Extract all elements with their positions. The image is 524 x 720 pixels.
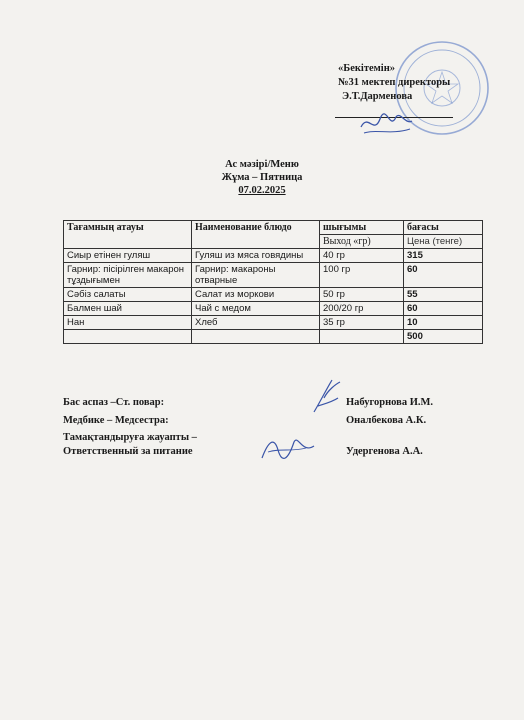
menu-date: 07.02.2025 [238,185,286,196]
header-name-kz: Тағамның атауы [64,221,192,249]
approval-block [338,62,450,104]
cell-price: 10 [404,316,483,330]
cell-name-ru: Хлеб [192,316,320,330]
total-empty-2 [192,330,320,344]
cook-name: Набугорнова И.М. [346,397,434,408]
cook-label: Бас аспаз –Ст. повар: [63,397,165,408]
approval-position: №31 мектеп директоры [338,77,451,88]
cell-price: 60 [404,263,483,288]
cell-price: 55 [404,288,483,302]
menu-title: Ас мәзірі/Меню [225,159,299,170]
menu-day: Жұма – Пятница [221,172,303,183]
cell-name-ru: Чай с медом [192,302,320,316]
table-row [64,249,483,263]
header-name-ru: Наименование блюдо [192,221,320,249]
nurse-label: Медбике – Медсестра: [63,415,169,426]
food-responsible-label-ru: Ответственный за питание [63,446,193,457]
header-price-kz: бағасы [404,221,483,235]
total-empty-3 [320,330,404,344]
approval-director-name: Э.Т.Дарменова [342,91,413,102]
approval-title: «Бекітемін» [338,63,396,74]
cell-name-ru: Гуляш из мяса говядины [192,249,320,263]
header-yield-ru: Выход «гр) [320,235,404,249]
cell-name-ru: Гарнир: макароны отварные [192,263,320,288]
director-signature-icon [356,105,416,140]
total-empty-1 [64,330,192,344]
cell-name-kz: Балмен шай [64,302,192,316]
cell-yield: 200/20 гр [320,302,404,316]
cell-yield: 50 гр [320,288,404,302]
cell-name-kz: Гарнир: пісірілген макарон тұздығымен [64,263,192,288]
total-price: 500 [404,330,483,344]
cell-yield: 35 гр [320,316,404,330]
cell-name-kz: Сәбіз салаты [64,288,192,302]
table-row [64,263,483,288]
food-responsible-label-kz: Тамақтандыруға жауапты – [63,432,197,443]
table-row [64,316,483,330]
cell-name-kz: Сиыр етінен гуляш [64,249,192,263]
table-header-row [64,221,483,235]
cook-signature-icon [306,376,346,416]
header-price-ru: Цена (тенге) [404,235,483,249]
table-total-row [64,330,483,344]
table-row [64,288,483,302]
cell-name-ru: Салат из моркови [192,288,320,302]
cell-price: 315 [404,249,483,263]
nurse-name: Оналбекова А.К. [346,415,427,426]
cell-yield: 100 гр [320,263,404,288]
cell-yield: 40 гр [320,249,404,263]
menu-table [63,220,483,344]
table-row [64,302,483,316]
responsible-signature-icon [258,432,318,464]
food-responsible-name: Удергенова А.А. [346,446,423,457]
header-yield-kz: шығымы [320,221,404,235]
cell-price: 60 [404,302,483,316]
cell-name-kz: Нан [64,316,192,330]
